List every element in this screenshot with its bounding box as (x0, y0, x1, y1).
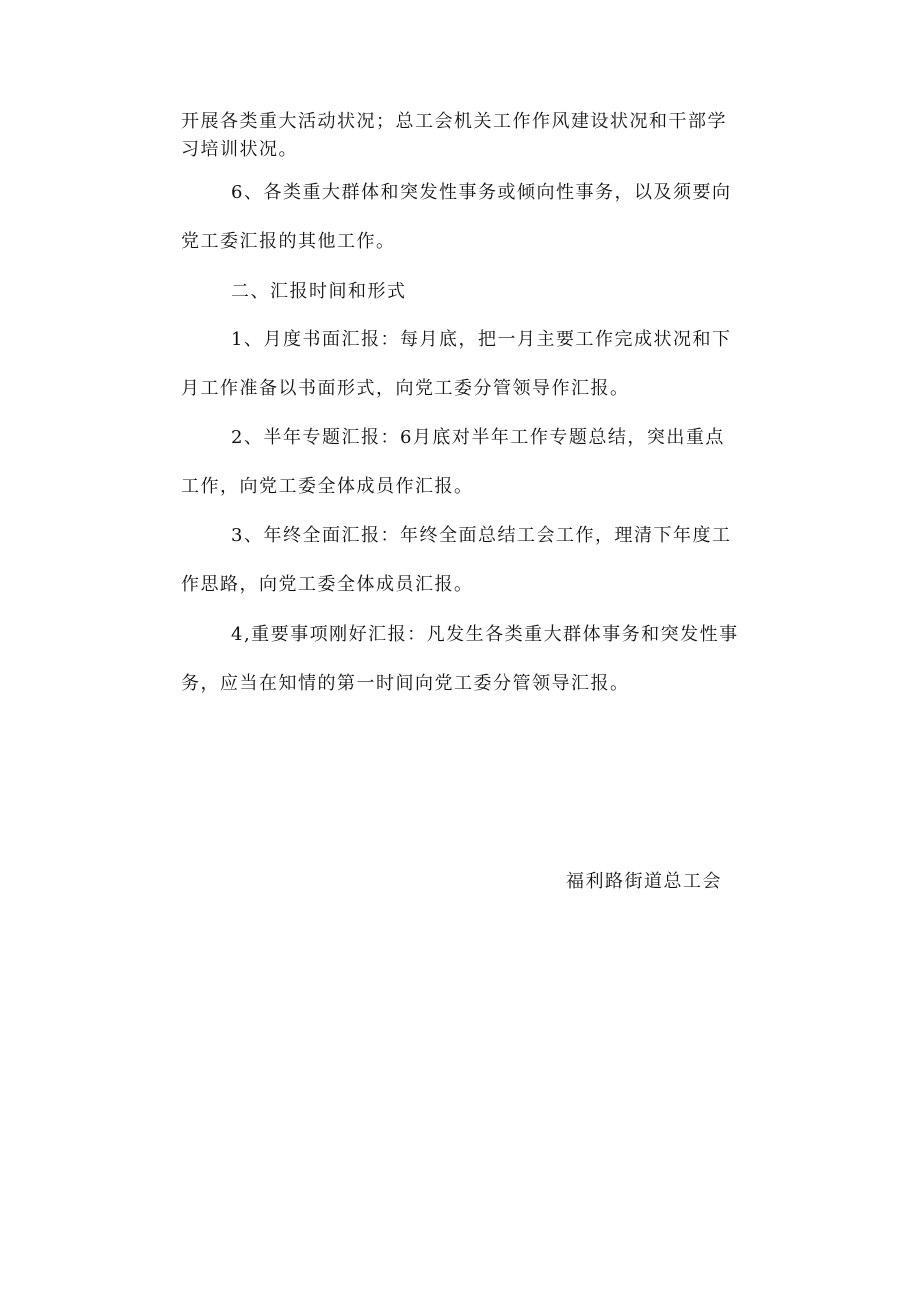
paragraph-item-6 (181, 181, 743, 254)
paragraph-line: 习培训状况。 (181, 139, 298, 160)
paragraph-line: 3、年终全面汇报：年终全面总结工会工作，理清下年度工 (231, 525, 732, 546)
paragraph-monthly-report (181, 328, 743, 401)
paragraph-line: 作思路，向党工委全体成员汇报。 (181, 574, 474, 595)
paragraph-line: 4,重要事项刚好汇报：凡发生各类重大群体事务和突发性事 (231, 624, 739, 645)
paragraph-line: 2、半年专题汇报：6月底对半年工作专题总结，突出重点 (231, 427, 725, 448)
section-heading (181, 280, 743, 304)
paragraph-line: 党工委汇报的其他工作。 (181, 231, 396, 252)
paragraph-line: 6、各类重大群体和突发性事务或倾向性事务，以及须要向 (231, 182, 732, 203)
paragraph-line: 工作，向党工委全体成员作汇报。 (181, 476, 474, 497)
paragraph-urgent-report (181, 623, 743, 696)
signature: 福利路街道总工会 (566, 871, 722, 892)
paragraph-line: 开展各类重大活动状况；总工会机关工作作风建设状况和干部学 (181, 111, 727, 132)
heading-line: 二、汇报时间和形式 (231, 281, 407, 302)
paragraph-line: 务，应当在知情的第一时间向党工委分管领导汇报。 (181, 673, 630, 694)
paragraph-line: 月工作准备以书面形式，向党工委分管领导作汇报。 (181, 378, 630, 399)
paragraph-annual-report (181, 524, 743, 597)
paragraph-half-year-report (181, 426, 743, 499)
paragraph-activities (181, 110, 743, 162)
paragraph-line: 1、月度书面汇报：每月底，把一月主要工作完成状况和下 (231, 329, 732, 350)
